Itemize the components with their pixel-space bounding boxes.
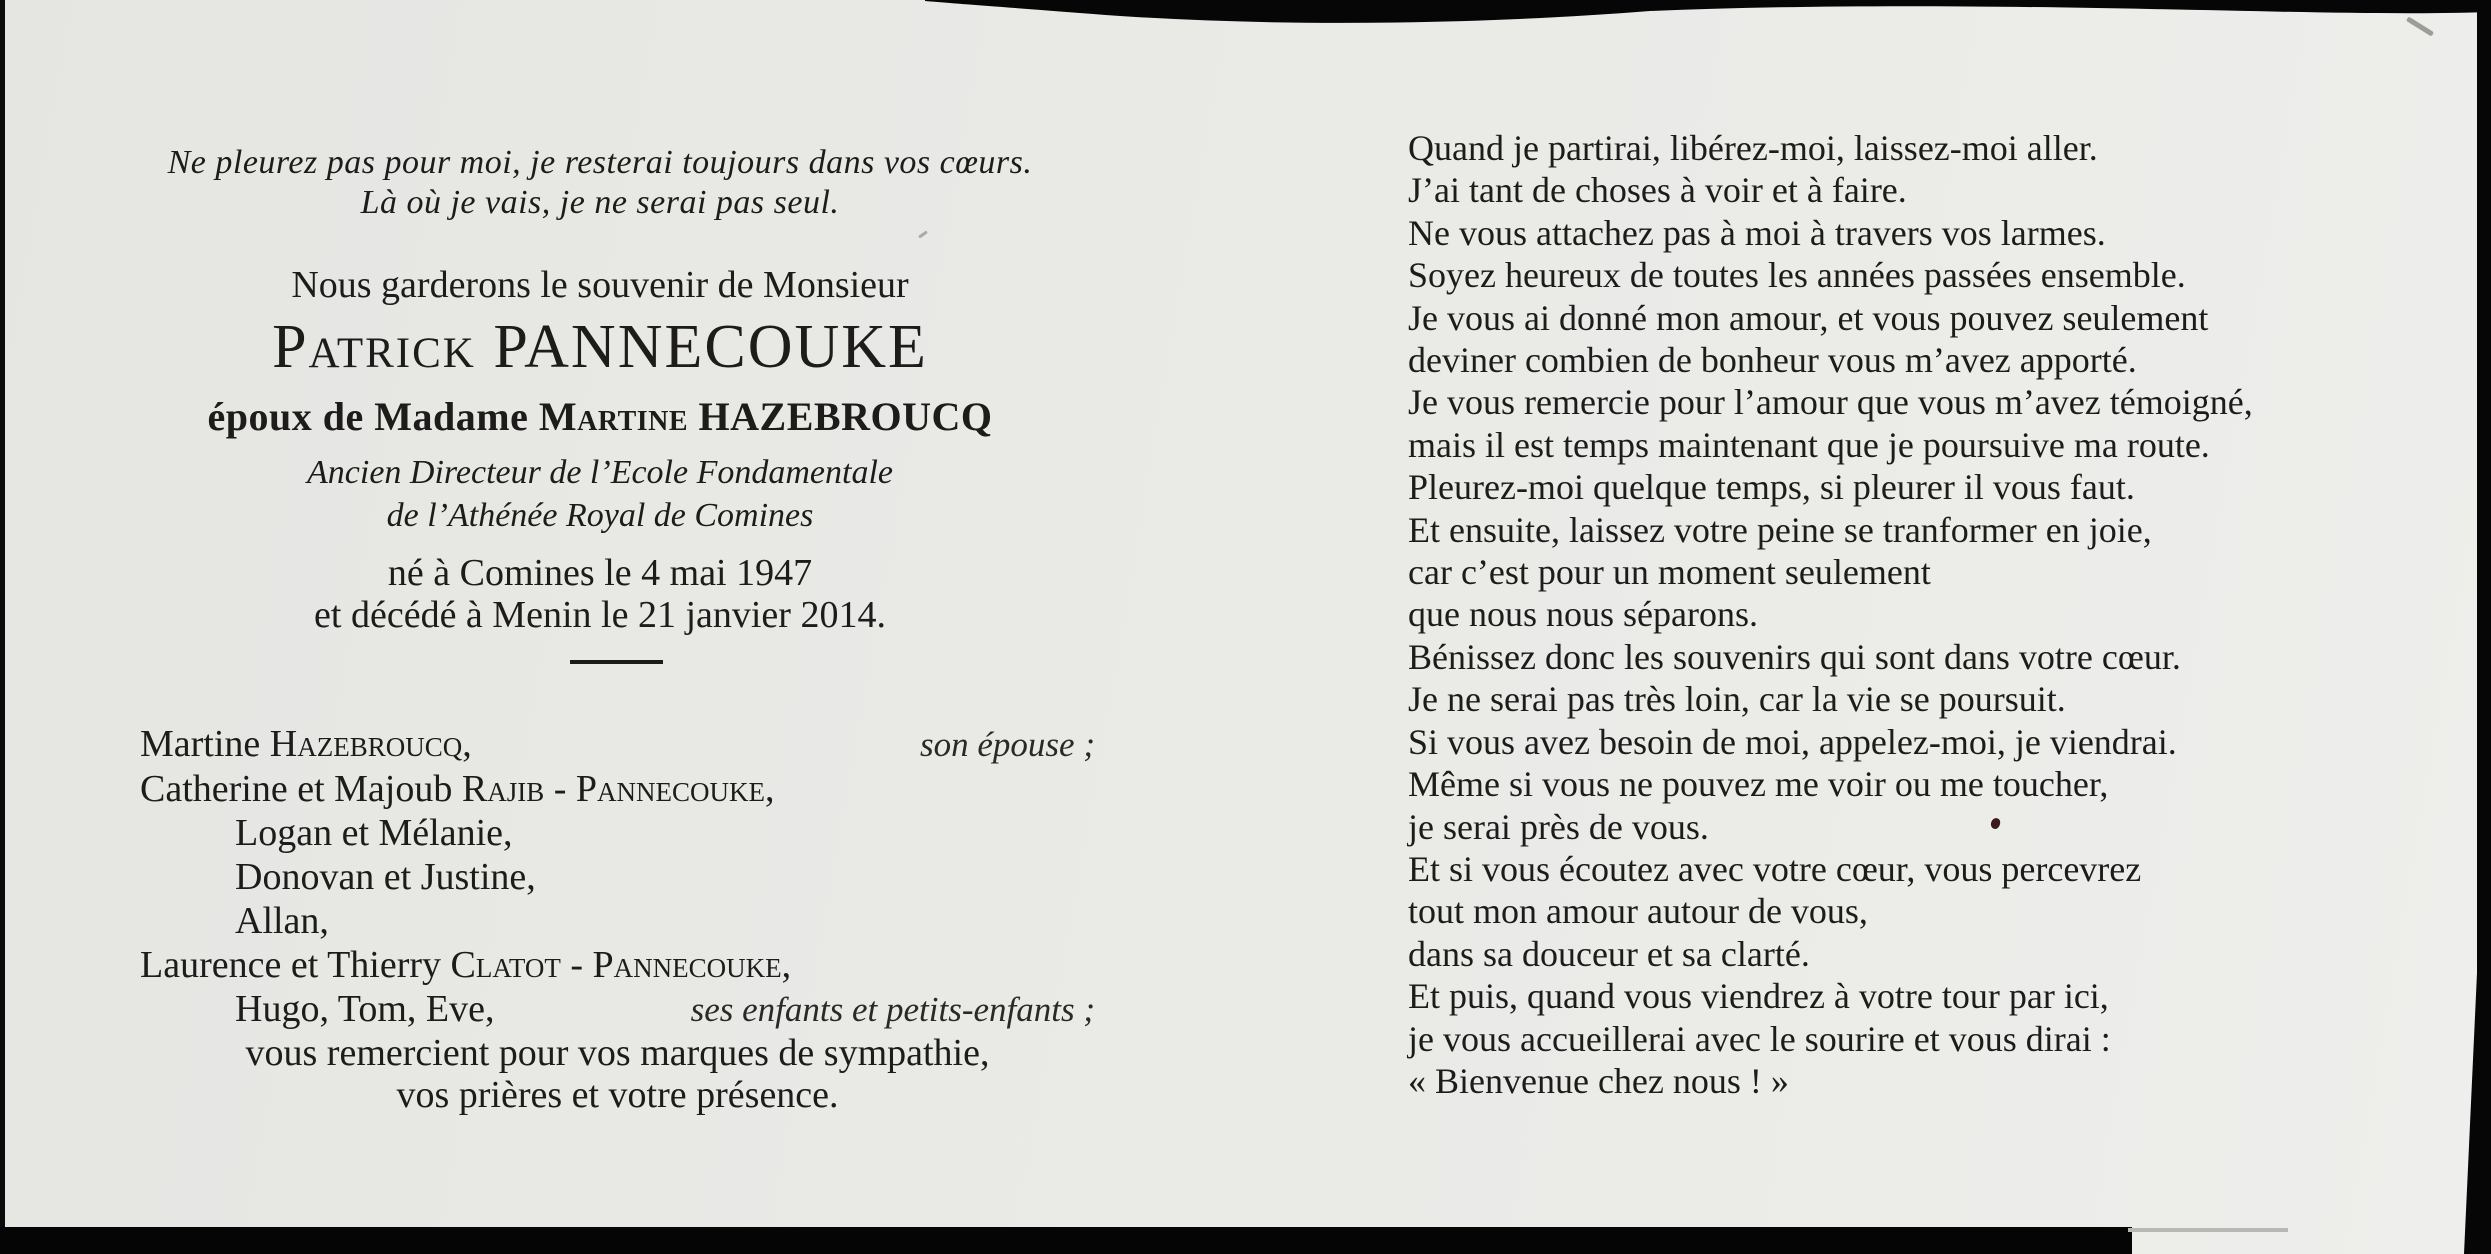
poem-line: car c’est pour un moment seulement	[1408, 552, 1931, 593]
deceased-name	[110, 312, 1090, 383]
spouse-prefix: époux de Madame	[207, 394, 529, 439]
family-relation-note: son épouse ;	[920, 725, 1095, 764]
poem-line: deviner combien de bonheur vous m’avez apporté.	[1408, 340, 2137, 381]
family-member	[140, 855, 536, 899]
family-member-name: Logan et Mélanie,	[235, 812, 513, 854]
poem-line: « Bienvenue chez nous ! »	[1408, 1060, 1789, 1101]
deceased-last-name: PANNECOUKE	[493, 313, 928, 381]
scan-artifact-right-corner	[2464, 974, 2491, 1254]
poem-line: Quand je partirai, libérez-moi, laissez-moi aller.	[1408, 128, 2098, 168]
family-member	[140, 767, 774, 811]
family-member	[140, 722, 472, 766]
separator-rule	[570, 660, 663, 664]
poem-line: Et ensuite, laissez votre peine se tranformer en joie,	[1408, 509, 2152, 550]
poem-line: Je vous ai donné mon amour, et vous pouvez seulement	[1408, 297, 2209, 338]
poem-line: Je vous remercie pour l’amour que vous m’avez témoigné,	[1408, 382, 2253, 423]
spouse-name: Martine HAZEBROUCQ	[538, 394, 993, 439]
birth-line: né à Comines le 4 mai 1947	[387, 552, 813, 594]
poem-line: dans sa douceur et sa clarté.	[1408, 933, 1810, 974]
poem-line: J’ai tant de choses à voir et à faire.	[1408, 170, 1907, 211]
poem	[1408, 127, 2418, 1102]
epigraph-line-2: Là où je vais, je ne serai pas seul.	[360, 184, 840, 221]
spouse-line	[110, 393, 1090, 440]
family-member-surname: Rajib - Pannecouke,	[461, 768, 775, 810]
scan-artifact-left-edge	[0, 0, 5, 1254]
scan-artifact-bottom-tail	[2128, 1228, 2288, 1232]
poem-line: Même si vous ne pouvez me voir ou me toucher,	[1408, 764, 2109, 805]
poem-line: Si vous avez besoin de moi, appelez-moi, je viendrai.	[1408, 721, 2177, 762]
poem-line: Ne vous attachez pas à moi à travers vos larmes.	[1408, 212, 2106, 253]
family-relation-note: ses enfants et petits-enfants ;	[690, 990, 1095, 1029]
thanks-line-2: vos prières et votre présence.	[396, 1074, 839, 1116]
family-row	[140, 855, 1095, 899]
profession-line-2: de l’Athénée Royal de Comines	[386, 497, 814, 534]
profession-line-1: Ancien Directeur de l’Ecole Fondamentale	[307, 454, 893, 491]
scan-artifact-bottom-edge	[0, 1227, 2132, 1254]
family-member-name: Martine	[140, 723, 270, 765]
intro-line: Nous garderons le souvenir de Monsieur	[291, 264, 909, 306]
family-row	[140, 767, 1095, 811]
family-member	[140, 987, 494, 1031]
poem-line: tout mon amour autour de vous,	[1408, 891, 1868, 932]
family-row	[140, 987, 1095, 1032]
poem-line: Pleurez-moi quelque temps, si pleurer il vous faut.	[1408, 467, 2135, 508]
family-member	[140, 943, 791, 987]
family-row	[140, 722, 1095, 767]
scan-smudge-left	[918, 230, 928, 238]
family-row	[140, 899, 1095, 943]
family-member-name: Catherine et Majoub	[140, 768, 462, 810]
epigraph-line-1: Ne pleurez pas pour moi, je resterai toujours dans vos cœurs.	[167, 144, 1033, 181]
family-list	[140, 722, 1095, 1032]
poem-line: Et puis, quand vous viendrez à votre tour par ici,	[1408, 976, 2109, 1017]
poem-line: Et si vous écoutez avec votre cœur, vous percevrez	[1408, 848, 2142, 889]
family-row	[140, 943, 1095, 987]
poem-line: Je ne serai pas très loin, car la vie se poursuit.	[1408, 679, 2066, 720]
family-row	[140, 811, 1095, 855]
poem-line: je vous accueillerai avec le sourire et vous dirai :	[1408, 1018, 2111, 1059]
poem-line: mais il est temps maintenant que je poursuive ma route.	[1408, 424, 2210, 465]
poem-line: Bénissez donc les souvenirs qui sont dans votre cœur.	[1408, 636, 2181, 677]
family-member-name: Allan,	[235, 900, 329, 942]
poem-line: je serai près de vous.	[1408, 806, 1709, 847]
family-member-name: Donovan et Justine,	[235, 856, 536, 898]
thanks-line-1: vous remercient pour vos marques de sympathie,	[245, 1032, 990, 1074]
family-member-name: Laurence et Thierry	[140, 944, 451, 986]
death-line: et décédé à Menin le 21 janvier 2014.	[314, 594, 886, 636]
deceased-first-name: Patrick	[272, 313, 476, 381]
family-member	[140, 811, 513, 855]
poem-line: que nous nous séparons.	[1408, 594, 1758, 635]
poem-line: Soyez heureux de toutes les années passées ensemble.	[1408, 255, 2186, 296]
family-member-surname: Hazebroucq,	[269, 723, 472, 765]
family-member-name: Hugo, Tom, Eve,	[235, 988, 495, 1030]
scan-artifact-top-edge	[0, 0, 2491, 36]
family-member	[140, 899, 329, 943]
family-member-surname: Clatot - Pannecouke,	[450, 944, 792, 986]
